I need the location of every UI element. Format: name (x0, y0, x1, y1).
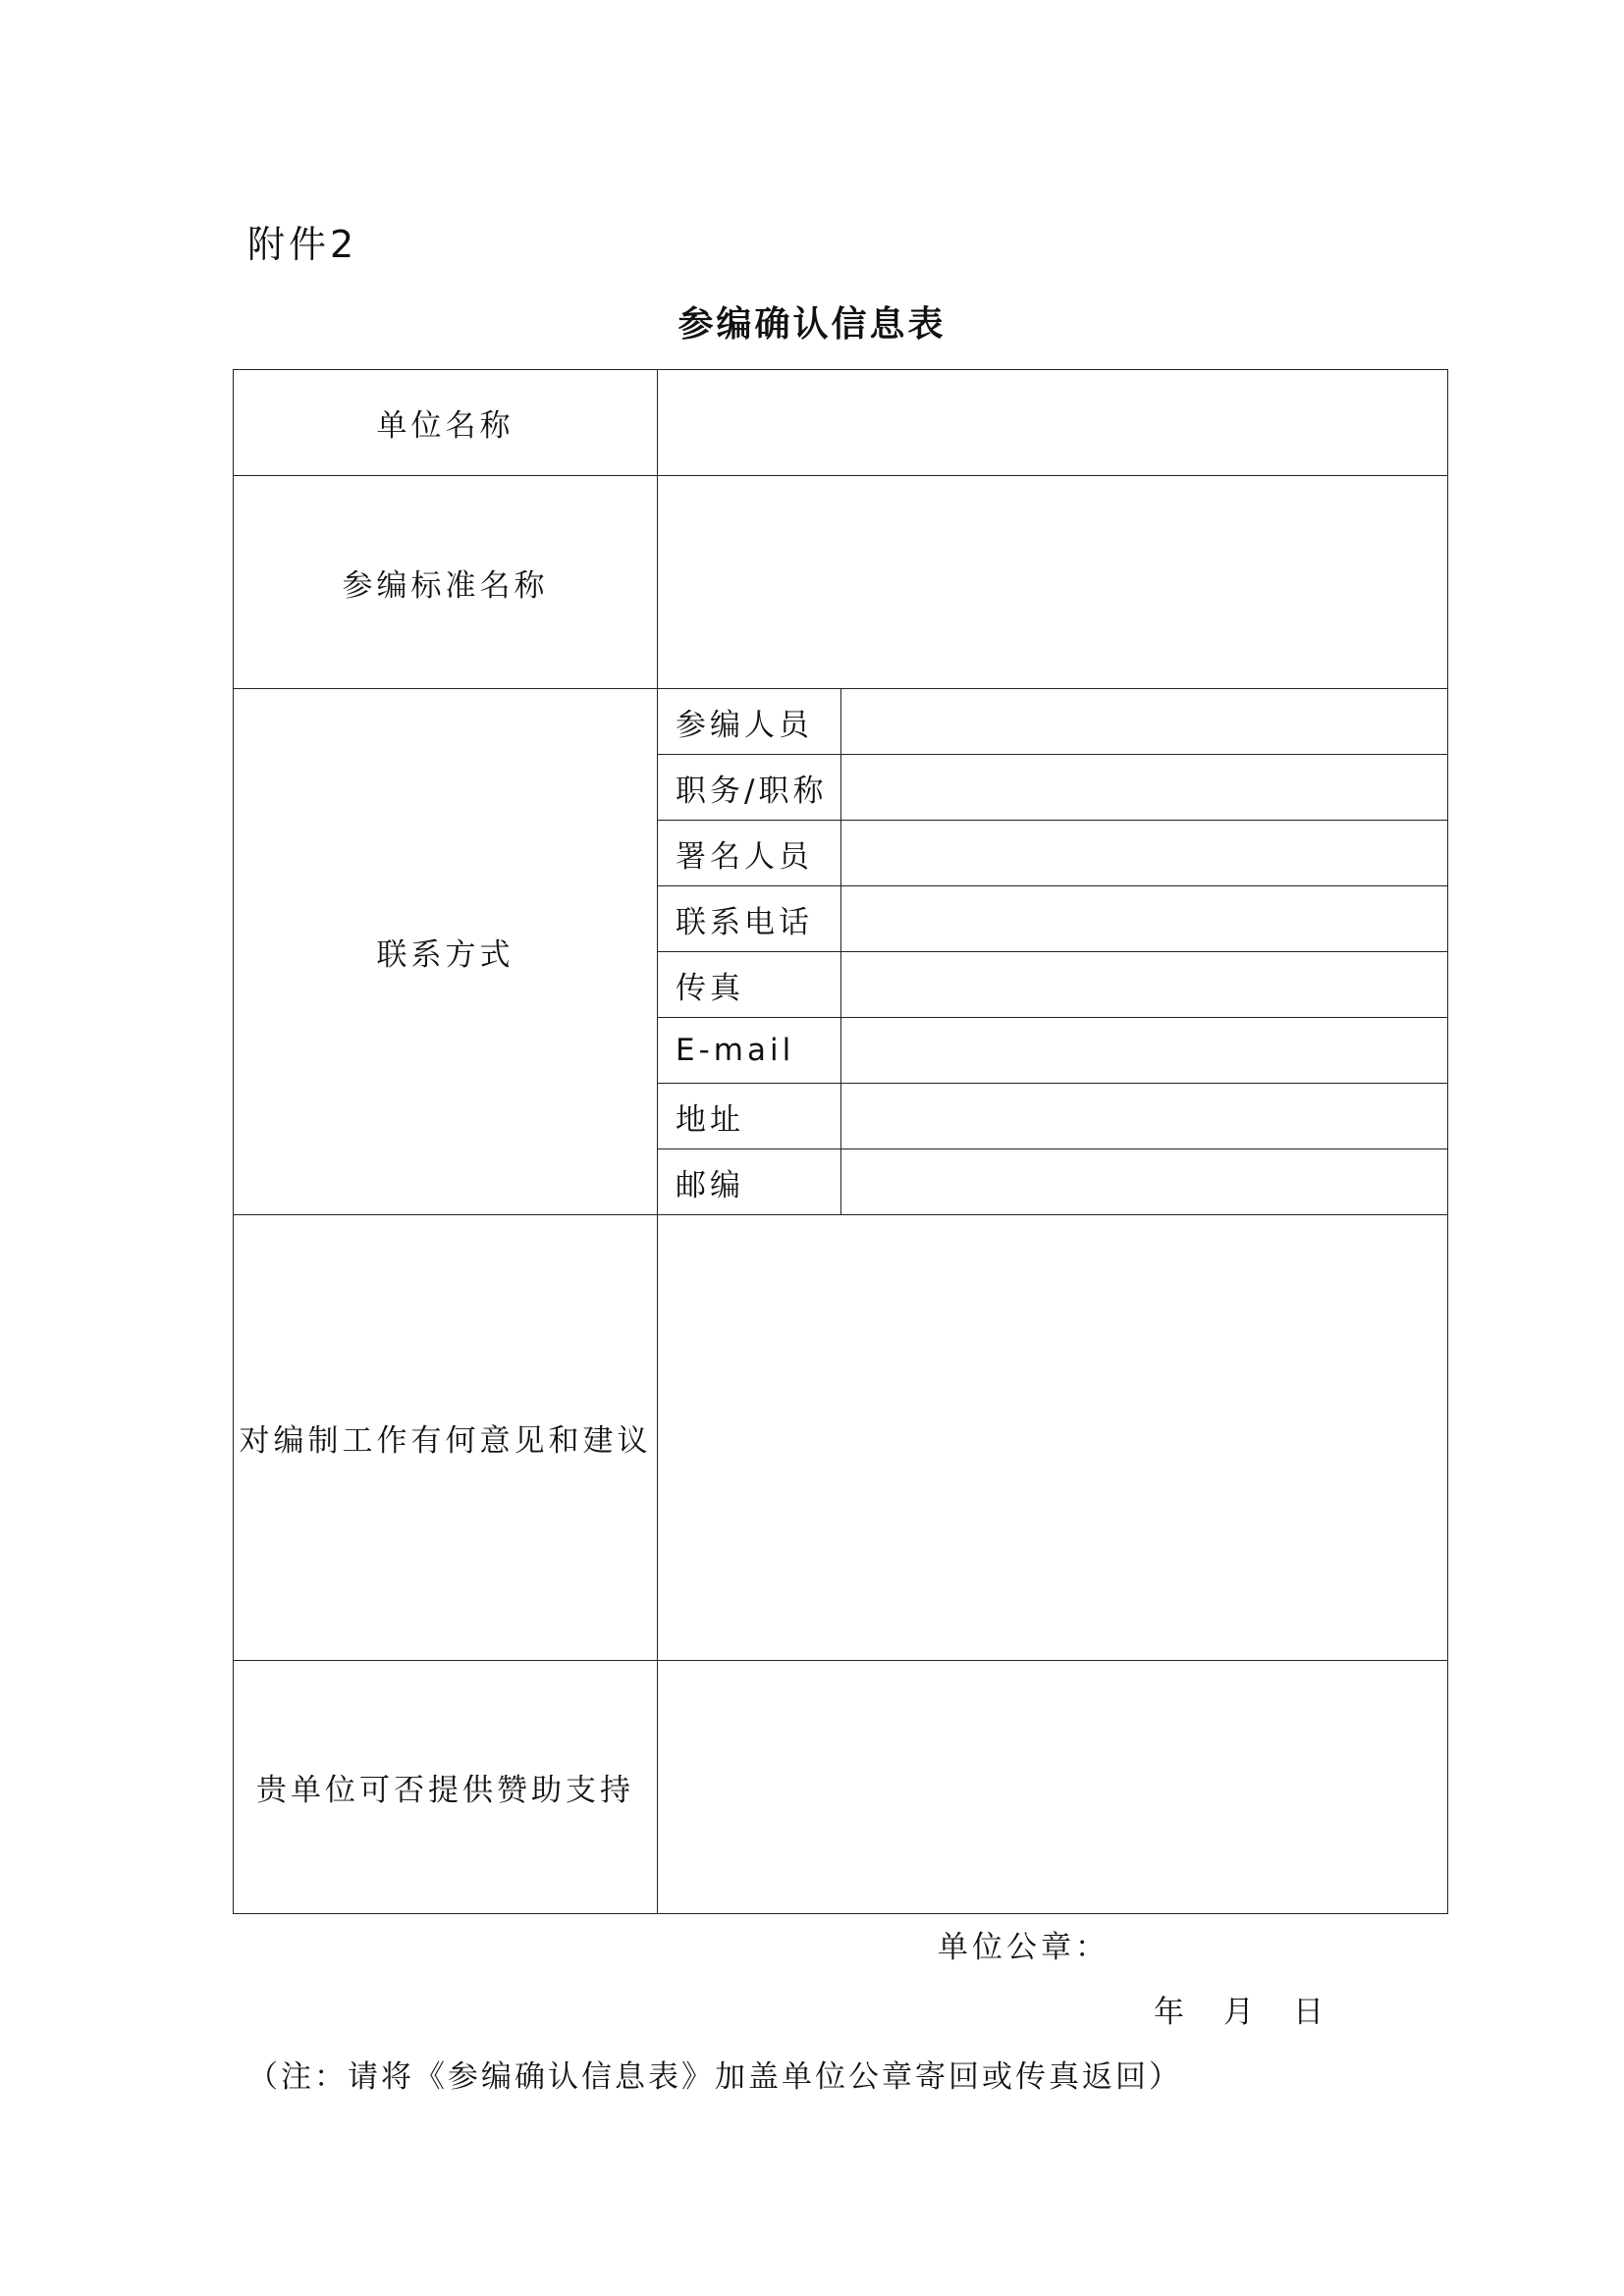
phone-label: 联系电话 (658, 886, 841, 952)
participant-input[interactable] (841, 689, 1448, 755)
email-label: E-mail (658, 1018, 841, 1084)
day-label: 日 (1293, 1995, 1324, 2030)
address-input[interactable] (841, 1084, 1448, 1149)
standard-name-row (234, 476, 1448, 689)
unit-name-label: 单位名称 (234, 370, 658, 476)
participant-label: 参编人员 (658, 689, 841, 755)
confirmation-form-table (233, 369, 1448, 1914)
unit-seal-label: 单位公章： (938, 1930, 1110, 1965)
sponsor-label: 贵单位可否提供赞助支持 (234, 1661, 658, 1914)
contact-row (234, 689, 1448, 755)
fax-label: 传真 (658, 952, 841, 1018)
position-title-label: 职务/职称 (658, 755, 841, 821)
attachment-label: 附件2 (247, 223, 358, 266)
email-input[interactable] (841, 1018, 1448, 1084)
suggestion-label: 对编制工作有何意见和建议 (234, 1215, 658, 1661)
suggestion-input[interactable] (658, 1215, 1448, 1661)
date-line (1154, 1987, 1324, 2031)
address-label: 地址 (658, 1084, 841, 1149)
year-label: 年 (1154, 1995, 1184, 2030)
contact-label: 联系方式 (234, 689, 658, 1215)
sponsor-row (234, 1661, 1448, 1914)
unit-name-input[interactable] (658, 370, 1448, 476)
fax-input[interactable] (841, 952, 1448, 1018)
standard-name-input[interactable] (658, 476, 1448, 689)
standard-name-label: 参编标准名称 (234, 476, 658, 689)
position-title-input[interactable] (841, 755, 1448, 821)
sponsor-input[interactable] (658, 1661, 1448, 1914)
month-label: 月 (1223, 1995, 1254, 2030)
phone-input[interactable] (841, 886, 1448, 952)
signatory-label: 署名人员 (658, 821, 841, 886)
footnote: （注：请将《参编确认信息表》加盖单位公章寄回或传真返回） (247, 2059, 1182, 2095)
document-title: 参编确认信息表 (677, 304, 947, 345)
suggestion-row (234, 1215, 1448, 1661)
postcode-input[interactable] (841, 1149, 1448, 1215)
unit-name-row (234, 370, 1448, 476)
postcode-label: 邮编 (658, 1149, 841, 1215)
signatory-input[interactable] (841, 821, 1448, 886)
